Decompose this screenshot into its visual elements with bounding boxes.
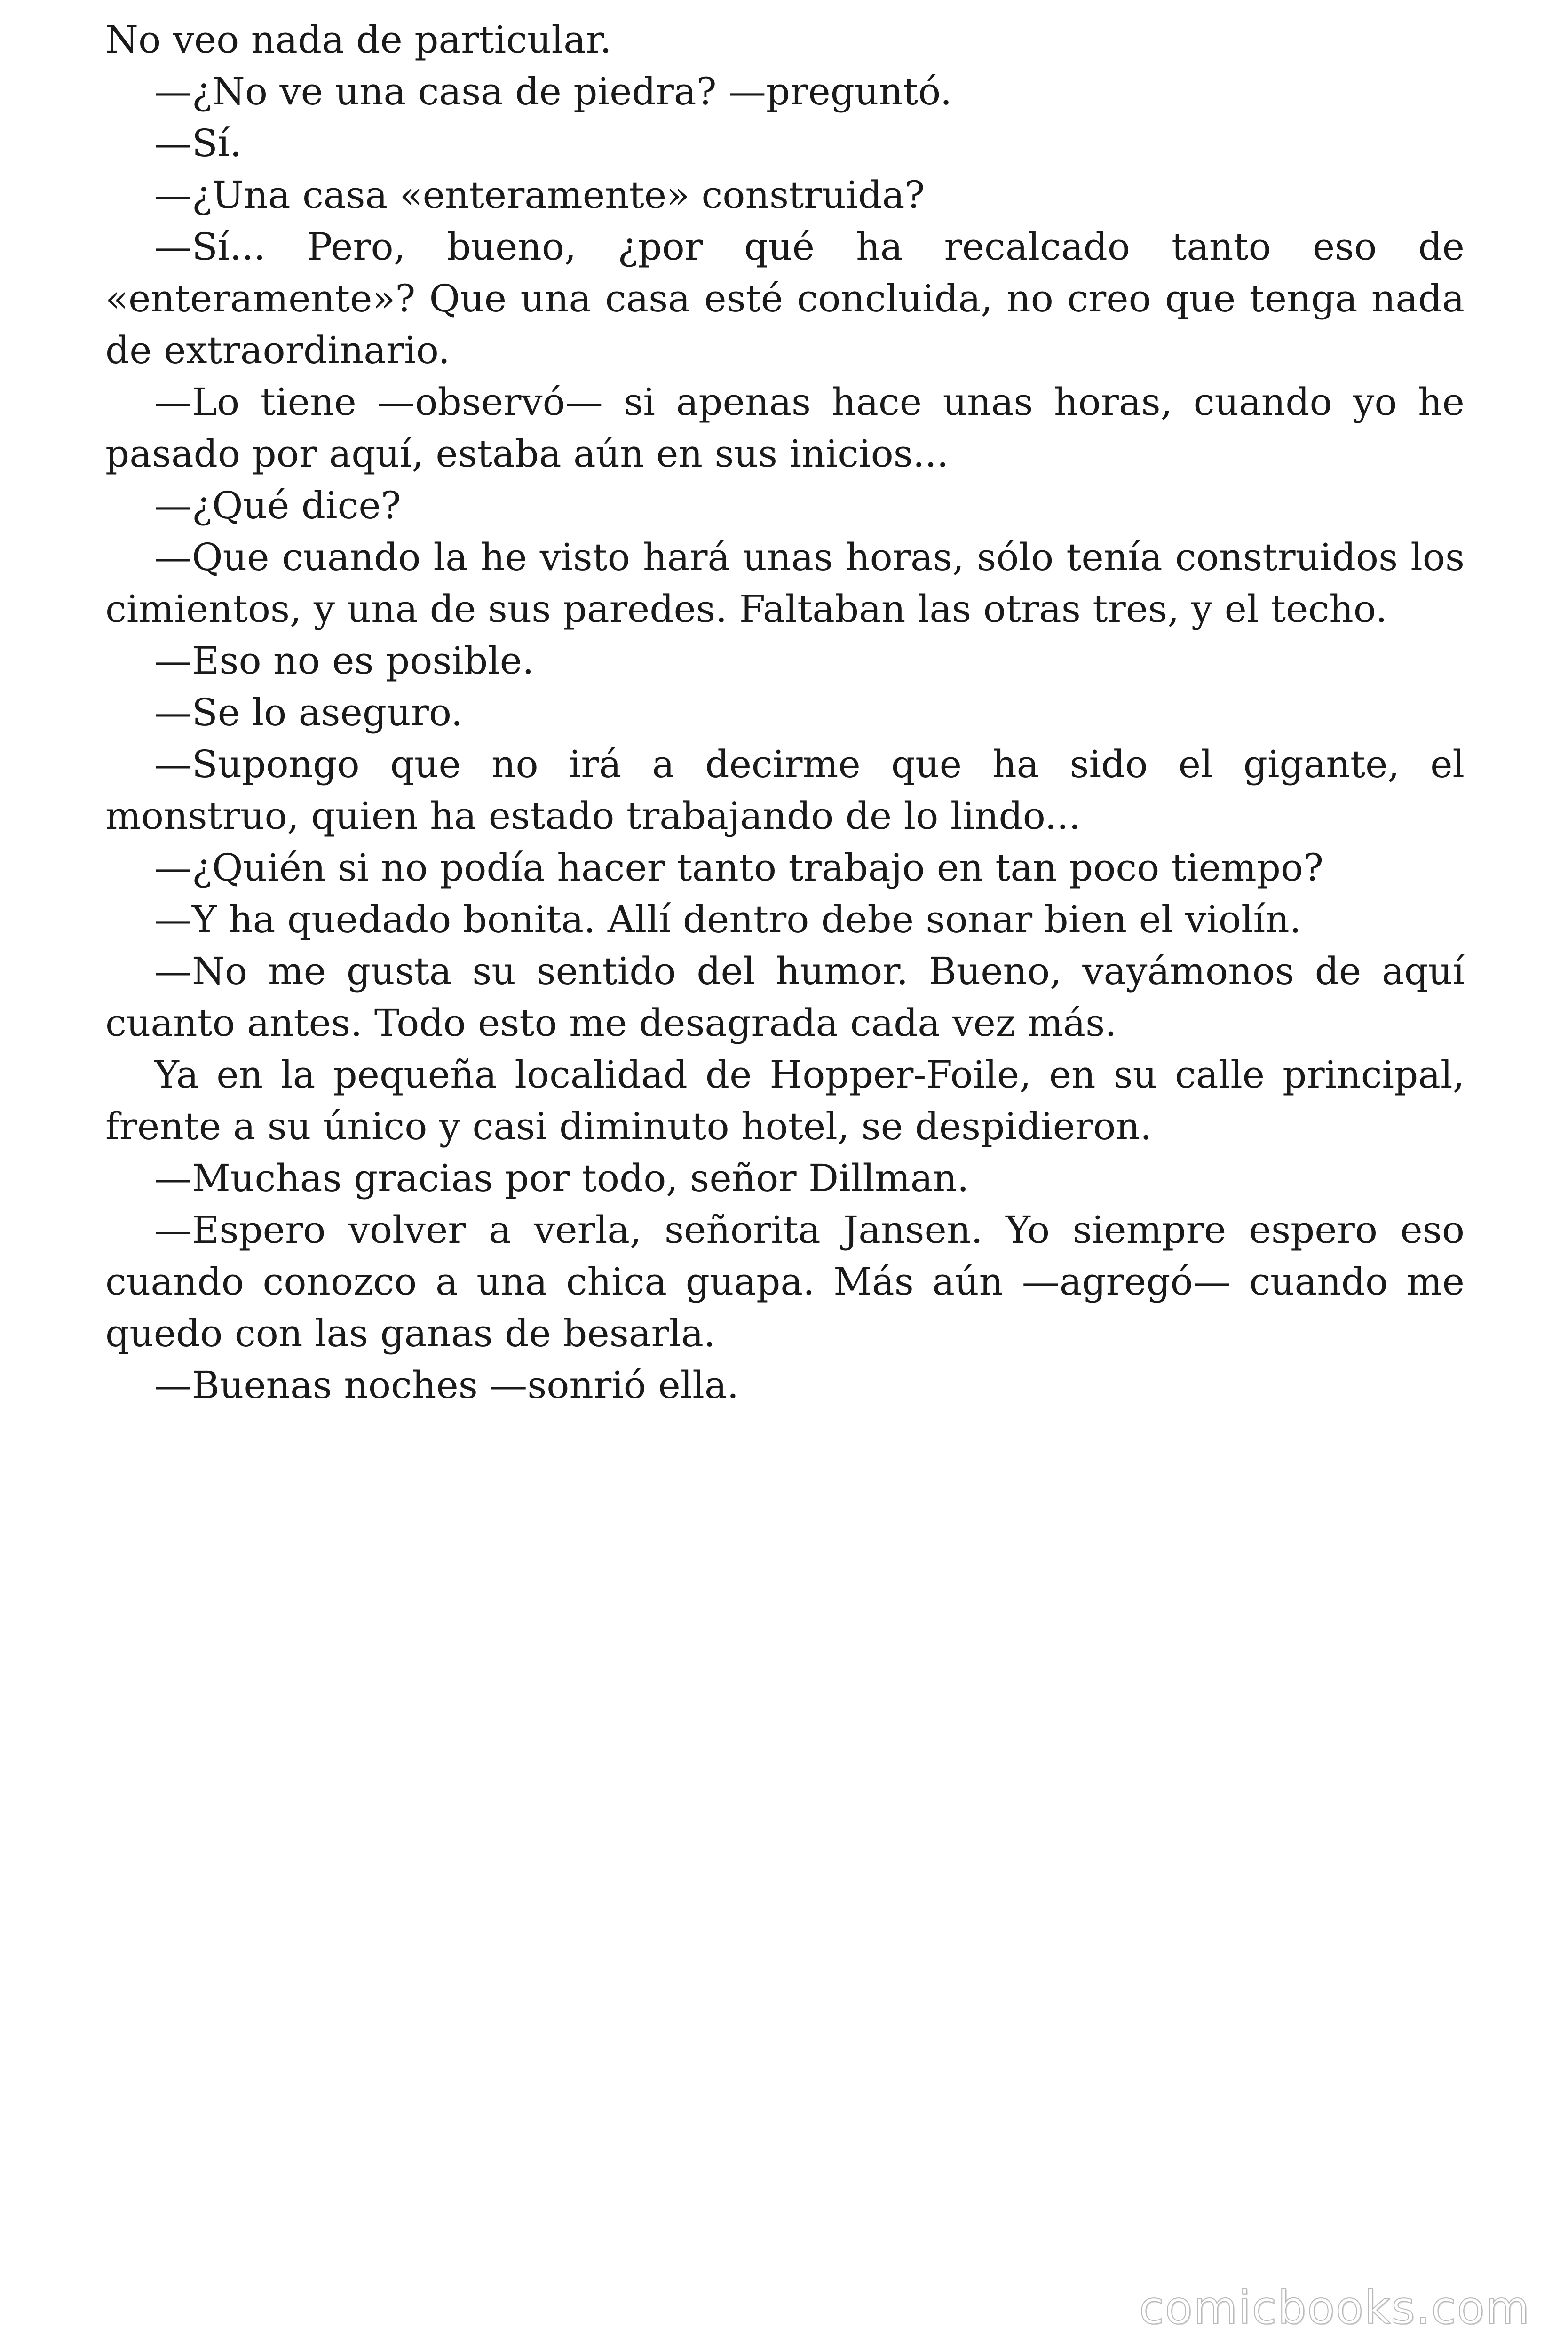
paragraph: —No me gusta su sentido del humor. Bueno, vayámonos de aquí cuanto antes. Todo esto me desagrada cada vez más. — [105, 949, 1465, 1045]
watermark: comicbooks.com — [1139, 2281, 1530, 2334]
paragraph: —Espero volver a verla, señorita Jansen. Yo siempre espero eso cuando conozco a una chica guapa. Más aún —agregó— cuando me quedo con las ganas de besarla. — [105, 1208, 1465, 1355]
paragraph: —¿Qué dice? — [154, 484, 401, 527]
paragraph: —Se lo aseguro. — [154, 691, 463, 734]
paragraph: —Supongo que no irá a decirme que ha sido el gigante, el monstruo, quien ha estado trabajando de lo lindo... — [105, 742, 1465, 838]
paragraph: —¿Quién si no podía hacer tanto trabajo en tan poco tiempo? — [154, 846, 1323, 890]
paragraph: —Lo tiene —observó— si apenas hace unas horas, cuando yo he pasado por aquí, estaba aún en sus inicios... — [105, 380, 1465, 476]
paragraph: —Que cuando la he visto hará unas horas, sólo tenía construidos los cimientos, y una de sus paredes. Faltaban las otras tres, y el techo. — [105, 535, 1465, 631]
paragraph: —Sí. — [154, 121, 242, 165]
paragraph: —¿No ve una casa de piedra? —preguntó. — [154, 70, 952, 113]
paragraph: —Sí... Pero, bueno, ¿por qué ha recalcado tanto eso de «enteramente»? Que una casa esté concluida, no creo que tenga nada de extraordinario. — [105, 225, 1465, 372]
paragraph: —Y ha quedado bonita. Allí dentro debe sonar bien el violín. — [154, 898, 1302, 941]
paragraph: Ya en la pequeña localidad de Hopper-Foile, en su calle principal, frente a su único y casi diminuto hotel, se despidieron. — [105, 1053, 1465, 1148]
paragraph: —Eso no es posible. — [154, 639, 534, 683]
paragraph: No veo nada de particular. — [105, 18, 612, 62]
paragraph: —¿Una casa «enteramente» construida? — [154, 173, 925, 217]
paragraph: —Muchas gracias por todo, señor Dillman. — [154, 1156, 969, 1200]
paragraph: —Buenas noches —sonrió ella. — [154, 1363, 739, 1407]
body-text — [105, 14, 1465, 1411]
